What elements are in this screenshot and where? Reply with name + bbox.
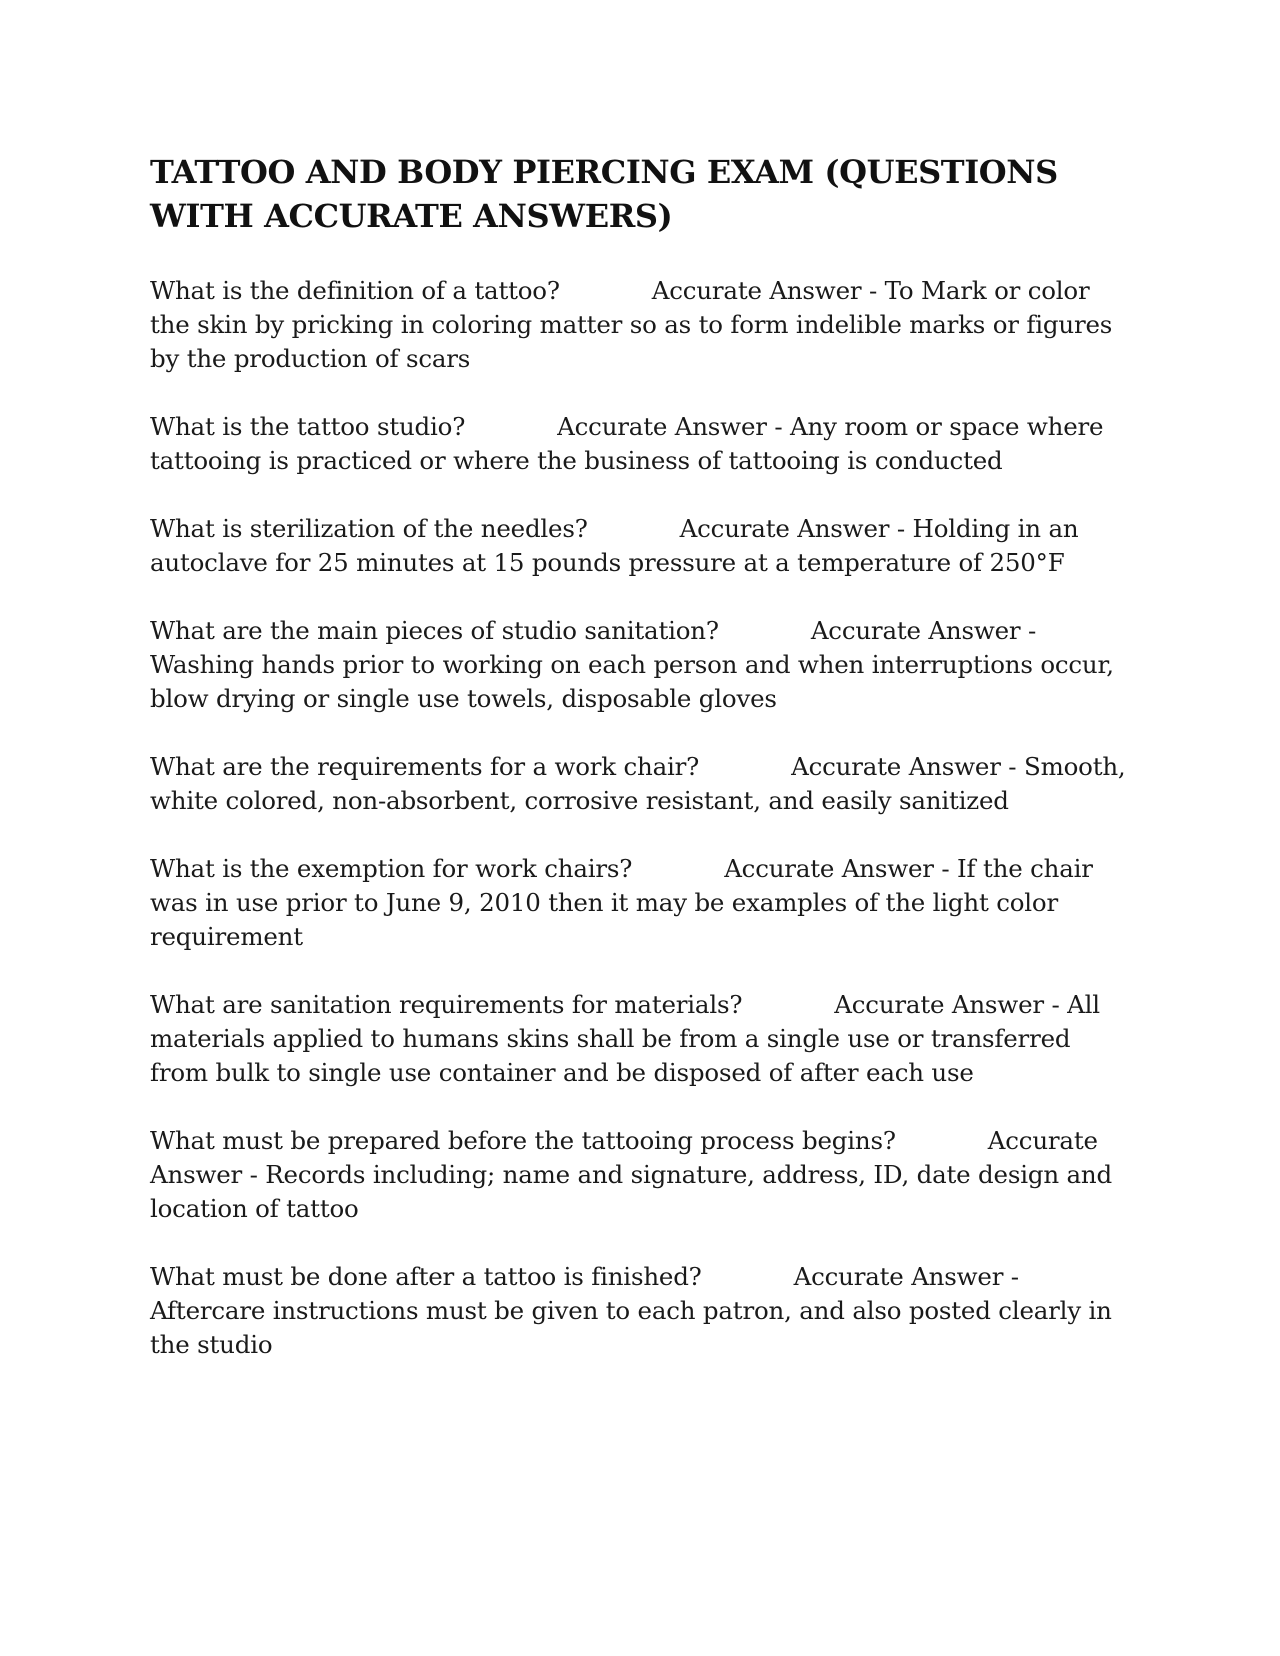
answer-prefix: Accurate Answer - bbox=[724, 854, 950, 883]
question-text: What are the requirements for a work chair? bbox=[150, 752, 700, 781]
answer-prefix: Accurate Answer - bbox=[793, 1262, 1019, 1291]
qa-item bbox=[150, 1124, 1130, 1226]
answer-text: Smooth, white colored, non-absorbent, corrosive resistant, and easily sanitized bbox=[150, 752, 1126, 815]
answer-text: To Mark or color the skin by pricking in coloring matter so as to form indelible marks or figures by the production of scars bbox=[150, 276, 1113, 373]
question-text: What is the exemption for work chairs? bbox=[150, 854, 633, 883]
qa-item bbox=[150, 1260, 1130, 1362]
document-page bbox=[150, 150, 1130, 1396]
document-title: TATTOO AND BODY PIERCING EXAM (QUESTIONS WITH ACCURATE ANSWERS) bbox=[150, 153, 1058, 235]
question-text: What must be done after a tattoo is finished? bbox=[150, 1262, 702, 1291]
qa-item bbox=[150, 852, 1130, 954]
question-text: What must be prepared before the tattooing process begins? bbox=[150, 1126, 896, 1155]
question-text: What is the tattoo studio? bbox=[150, 412, 466, 441]
answer-text: Washing hands prior to working on each person and when interruptions occur, blow drying or single use towels, disposable gloves bbox=[150, 650, 1114, 713]
answer-prefix: Accurate Answer - bbox=[810, 616, 1037, 645]
answer-text: Any room or space where tattooing is practiced or where the business of tattooing is conducted bbox=[150, 412, 1104, 475]
question-text: What are sanitation requirements for materials? bbox=[150, 990, 743, 1019]
answer-prefix: Accurate Answer - bbox=[557, 412, 783, 441]
qa-item bbox=[150, 988, 1130, 1090]
answer-prefix: Accurate Answer - bbox=[679, 514, 905, 543]
qa-item bbox=[150, 614, 1130, 716]
qa-list bbox=[150, 274, 1130, 1362]
qa-item bbox=[150, 512, 1130, 580]
answer-prefix: Accurate Answer - bbox=[791, 752, 1017, 781]
question-text: What are the main pieces of studio sanitation? bbox=[150, 616, 719, 645]
qa-item bbox=[150, 750, 1130, 818]
answer-text: Records including; name and signature, address, ID, date design and location of tattoo bbox=[150, 1160, 1112, 1223]
answer-text: Holding in an autoclave for 25 minutes at 15 pounds pressure at a temperature of 250°F bbox=[150, 514, 1079, 577]
qa-item bbox=[150, 410, 1130, 478]
question-text: What is sterilization of the needles? bbox=[150, 514, 588, 543]
qa-item bbox=[150, 274, 1130, 376]
answer-text: All materials applied to humans skins shall be from a single use or transferred from bulk to single use container and be disposed of after each use bbox=[150, 990, 1100, 1087]
question-text: What is the definition of a tattoo? bbox=[150, 276, 560, 305]
answer-text: If the chair was in use prior to June 9, 2010 then it may be examples of the light color requirement bbox=[150, 854, 1093, 951]
answer-text: Aftercare instructions must be given to each patron, and also posted clearly in the studio bbox=[150, 1296, 1112, 1359]
answer-prefix: Accurate Answer - bbox=[651, 276, 878, 305]
answer-prefix: Accurate Answer - bbox=[834, 990, 1060, 1019]
answer-prefix: Accurate Answer - bbox=[150, 1126, 1098, 1189]
